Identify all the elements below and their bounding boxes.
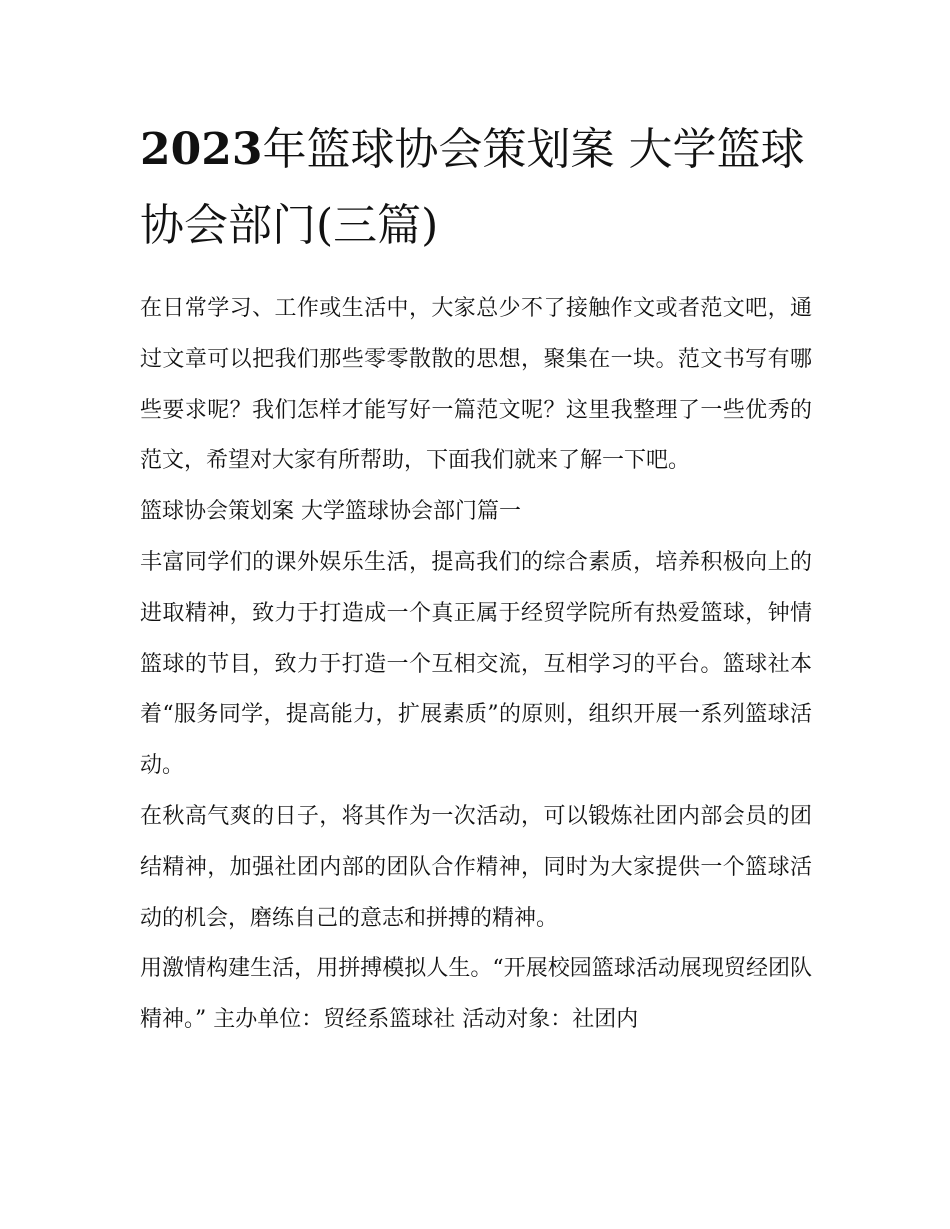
document-page [140, 112, 812, 1046]
document-body [140, 284, 812, 1046]
body-paragraph: 在秋高气爽的日子，将其作为一次活动，可以锻炼社团内部会员的团结精神，加强社团内部的团队合作精神，同时为大家提供一个篮球活动的机会，磨练自己的意志和拼搏的精神。 [140, 803, 812, 931]
title-year: 2023 [140, 124, 263, 175]
document-title [140, 112, 812, 264]
intro-paragraph: 在日常学习、工作或生活中，大家总少不了接触作文或者范文吧，通过文章可以把我们那些零零散散的思想，聚集在一块。范文书写有哪些要求呢？我们怎样才能写好一篇范文呢？这里我整理了一些优秀的范文，希望对大家有所帮助，下面我们就来了解一下吧。 [140, 296, 812, 474]
section-heading: 篮球协会策划案 大学篮球协会部门篇一 [140, 499, 521, 525]
body-paragraph: 丰富同学们的课外娱乐生活，提高我们的综合素质，培养积极向上的进取精神，致力于打造成一个真正属于经贸学院所有热爱篮球，钟情篮球的节目，致力于打造一个互相交流，互相学习的平台。篮球社本着“服务同学，提高能力，扩展素质”的原则，组织开展一系列篮球活动。 [140, 549, 812, 779]
body-paragraph: 用激情构建生活，用拼搏模拟人生。“开展校园篮球活动展现贸经团队精神。” 主办单位：贸经系篮球社 活动对象：社团内 [140, 956, 812, 1033]
title-text: 年篮球协会策划案 大学篮球协会部门(三篇) [140, 124, 805, 251]
